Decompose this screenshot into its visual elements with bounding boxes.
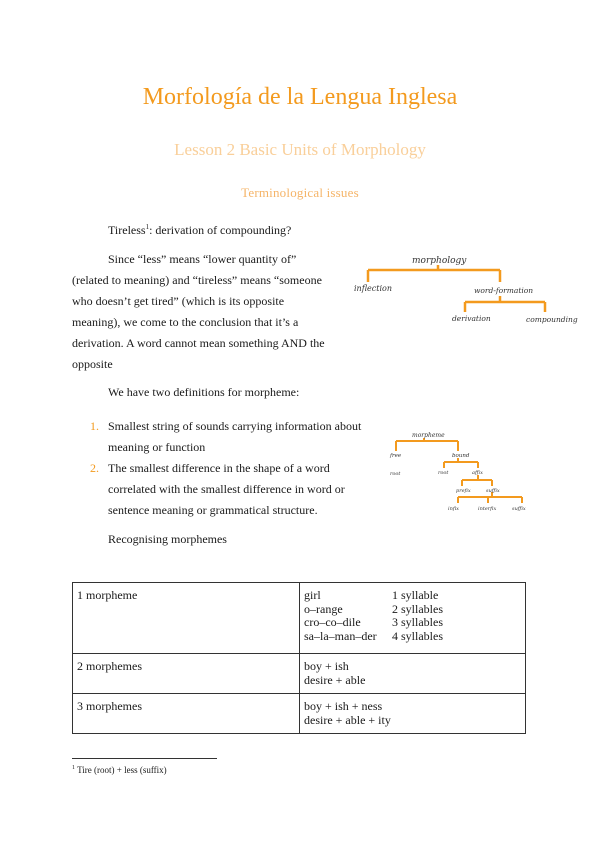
- diagram2-bound: bound: [452, 453, 470, 459]
- example-line: [304, 630, 521, 644]
- morpheme-tree-diagram: [386, 430, 536, 515]
- example-word: cro–co–dile: [304, 615, 361, 629]
- example-word: sa–la–man–der: [304, 628, 377, 643]
- example-note: 4 syllables: [392, 628, 443, 643]
- explanation-text: Since “less” means “lower quantity of” (related to meaning) and “tireless” means “someone who doesn’t get tired” (which is its opposite meaning), we come to the conclusion that it’s a derivation. A word cannot mean something AND the opposite: [72, 252, 325, 371]
- row-label: 2 morphemes: [73, 654, 300, 694]
- table-row: [73, 694, 526, 734]
- lesson-subtitle: Lesson 2 Basic Units of Morphology: [174, 140, 426, 159]
- question-line: [108, 217, 291, 241]
- definitions-list: [72, 416, 372, 521]
- row-examples: [300, 654, 526, 694]
- list-number: 2.: [90, 461, 99, 475]
- explanation-paragraph: [72, 249, 330, 375]
- list-text: The smallest difference in the shape of a word correlated with the smallest difference in word or sentence meaning or grammatical structure.: [108, 461, 345, 517]
- example-word: boy + ish: [304, 659, 349, 673]
- footnote-text: Tire (root) + less (suffix): [77, 765, 167, 775]
- list-text: Smallest string of sounds carrying information about meaning or function: [108, 419, 362, 454]
- list-number: 1.: [90, 419, 99, 433]
- diagram2-suffix-leaf: suffix: [512, 506, 526, 512]
- example-word: girl: [304, 588, 321, 602]
- diagram1-left: inflection: [354, 284, 393, 293]
- section-heading: Terminological issues: [241, 185, 359, 200]
- example-word: desire + able + ity: [304, 712, 391, 727]
- definitions-intro: We have two definitions for morpheme:: [108, 385, 300, 399]
- diagram2-affix: affix: [472, 470, 483, 476]
- diagram2-interfix: interfix: [478, 506, 497, 512]
- row-label: 1 morpheme: [73, 583, 300, 654]
- recognising-heading: Recognising morphemes: [108, 532, 227, 546]
- footnote-divider: [72, 758, 217, 759]
- list-item: [72, 458, 372, 521]
- question-rest: : derivation of compounding?: [149, 223, 292, 237]
- morphemes-table: [72, 582, 526, 734]
- footnote-ref[interactable]: 1: [145, 223, 150, 231]
- example-word: boy + ish + ness: [304, 699, 383, 713]
- table-row: [73, 654, 526, 694]
- diagram1-child-1: derivation: [452, 314, 491, 323]
- diagram2-free-root: root: [390, 471, 401, 477]
- diagram2-root-node: root: [438, 470, 449, 476]
- example-line: [304, 589, 521, 603]
- morphology-tree-diagram: [350, 252, 580, 327]
- footnote: [72, 765, 167, 775]
- example-note: 1 syllable: [392, 588, 439, 602]
- page-title: Morfología de la Lengua Inglesa: [142, 84, 458, 110]
- diagram1-root: morphology: [412, 256, 467, 266]
- example-word: desire + able: [304, 672, 366, 687]
- example-note: 2 syllables: [392, 601, 443, 616]
- question-word: Tireless: [108, 223, 146, 237]
- example-word: o–range: [304, 601, 343, 616]
- example-line: [304, 616, 521, 630]
- row-label: 3 morphemes: [73, 694, 300, 734]
- diagram1-right: word-formation: [474, 286, 534, 295]
- list-item: [72, 416, 372, 458]
- example-note: 3 syllables: [392, 615, 443, 629]
- row-examples: [300, 583, 526, 654]
- row-examples: [300, 694, 526, 734]
- diagram1-child-2: compounding: [526, 315, 578, 324]
- diagram2-infix: infix: [448, 506, 459, 512]
- diagram2-suffix: suffix: [486, 488, 500, 494]
- example-line: [304, 603, 521, 617]
- diagram2-root: morpheme: [412, 432, 445, 439]
- diagram2-free: free: [390, 453, 402, 459]
- table-row: [73, 583, 526, 654]
- footnote-number: 1: [72, 765, 75, 771]
- diagram2-prefix: prefix: [456, 488, 471, 494]
